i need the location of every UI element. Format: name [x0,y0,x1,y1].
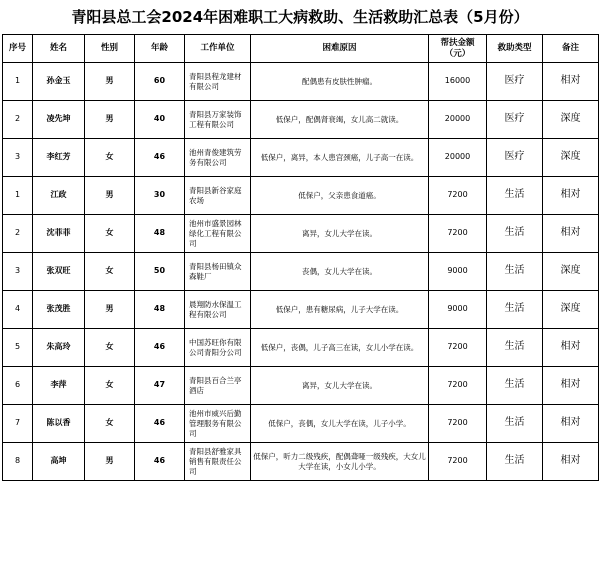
cell-age: 46 [135,329,185,367]
cell-note: 相对 [543,215,599,253]
table-row [3,291,599,329]
page-title: 青阳县总工会2024年困难职工大病救助、生活救助汇总表（5月份） [71,8,529,26]
cell-no: 7 [3,405,33,443]
cell-reason: 低保户，丧偶，女儿大学在读，儿子小学。 [251,405,429,443]
cell-unit: 青阳县百合兰亭酒店 [185,367,251,405]
table-row [3,253,599,291]
cell-unit: 青阳县程龙建材有限公司 [185,63,251,101]
cell-no: 6 [3,367,33,405]
cell-name: 李萍 [33,367,85,405]
cell-amount: 7200 [429,215,487,253]
cell-no: 2 [3,215,33,253]
table-row [3,443,599,481]
cell-unit: 青阳县新谷家庭农场 [185,177,251,215]
cell-type: 医疗 [487,139,543,177]
table-header-row [3,35,599,63]
cell-name: 江政 [33,177,85,215]
header-unit: 工作单位 [185,35,251,63]
header-name: 姓名 [33,35,85,63]
cell-unit: 池州市威兴后勤管理服务有限公司 [185,405,251,443]
header-age: 年龄 [135,35,185,63]
cell-type: 生活 [487,253,543,291]
cell-reason: 低保户，配偶肾衰竭，女儿高二就读。 [251,101,429,139]
cell-gender: 女 [85,367,135,405]
header-type: 救助类型 [487,35,543,63]
cell-type: 生活 [487,405,543,443]
table-row [3,101,599,139]
table-row [3,139,599,177]
cell-type: 生活 [487,291,543,329]
cell-type: 生活 [487,215,543,253]
cell-unit: 青阳县万家装饰工程有限公司 [185,101,251,139]
cell-unit: 晨翔防水保温工程有限公司 [185,291,251,329]
cell-note: 深度 [543,253,599,291]
table-row [3,367,599,405]
header-amount: 帮扶金额（元） [429,35,487,63]
cell-reason: 低保户，患有糖尿病，儿子大学在读。 [251,291,429,329]
cell-reason: 丧偶，女儿大学在读。 [251,253,429,291]
cell-note: 深度 [543,291,599,329]
cell-gender: 男 [85,101,135,139]
header-reason: 困难原因 [251,35,429,63]
cell-type: 生活 [487,177,543,215]
cell-name: 高坤 [33,443,85,481]
cell-gender: 男 [85,291,135,329]
cell-amount: 7200 [429,443,487,481]
header-gender: 性别 [85,35,135,63]
cell-amount: 20000 [429,101,487,139]
table-row [3,63,599,101]
cell-no: 3 [3,253,33,291]
cell-type: 生活 [487,443,543,481]
cell-no: 8 [3,443,33,481]
cell-reason: 低保户，丧偶，儿子高三在读，女儿小学在读。 [251,329,429,367]
cell-reason: 低保户，听力二级残疾，配偶聋哑一级残疾，大女儿大学在读，小女儿小学。 [251,443,429,481]
cell-no: 4 [3,291,33,329]
cell-age: 60 [135,63,185,101]
cell-note: 深度 [543,101,599,139]
cell-gender: 男 [85,443,135,481]
cell-unit: 青阳县舒雅家具销售有限责任公司 [185,443,251,481]
cell-name: 李红芳 [33,139,85,177]
cell-no: 1 [3,177,33,215]
cell-age: 40 [135,101,185,139]
relief-summary-table [2,34,599,481]
table-row [3,215,599,253]
cell-gender: 女 [85,215,135,253]
cell-amount: 7200 [429,177,487,215]
cell-type: 医疗 [487,101,543,139]
cell-name: 陈以香 [33,405,85,443]
cell-unit: 中国苏旺你有限公司青阳分公司 [185,329,251,367]
cell-amount: 7200 [429,367,487,405]
cell-gender: 男 [85,63,135,101]
cell-type: 医疗 [487,63,543,101]
cell-no: 3 [3,139,33,177]
cell-age: 48 [135,215,185,253]
cell-name: 凌先坤 [33,101,85,139]
cell-age: 48 [135,291,185,329]
cell-reason: 离异，女儿大学在读。 [251,215,429,253]
cell-age: 46 [135,405,185,443]
cell-note: 相对 [543,329,599,367]
cell-name: 沈菲菲 [33,215,85,253]
cell-note: 相对 [543,443,599,481]
cell-no: 1 [3,63,33,101]
cell-reason: 离异，女儿大学在读。 [251,367,429,405]
cell-gender: 男 [85,177,135,215]
table-row [3,329,599,367]
cell-amount: 9000 [429,291,487,329]
cell-unit: 池州青俊建筑劳务有限公司 [185,139,251,177]
table-row [3,405,599,443]
cell-name: 孙金玉 [33,63,85,101]
cell-note: 相对 [543,177,599,215]
cell-reason: 低保户，离异，本人患宫颈癌，儿子高一在读。 [251,139,429,177]
cell-amount: 7200 [429,329,487,367]
cell-gender: 女 [85,253,135,291]
cell-amount: 9000 [429,253,487,291]
cell-gender: 女 [85,329,135,367]
cell-amount: 16000 [429,63,487,101]
cell-name: 朱高玲 [33,329,85,367]
cell-note: 相对 [543,63,599,101]
cell-unit: 青阳县杨田镇众森鞋厂 [185,253,251,291]
cell-age: 47 [135,367,185,405]
cell-name: 张双旺 [33,253,85,291]
cell-note: 深度 [543,139,599,177]
header-note: 备注 [543,35,599,63]
cell-gender: 女 [85,139,135,177]
cell-no: 2 [3,101,33,139]
cell-gender: 女 [85,405,135,443]
cell-age: 46 [135,443,185,481]
cell-age: 50 [135,253,185,291]
cell-reason: 配偶患有皮肤性肿瘤。 [251,63,429,101]
cell-note: 相对 [543,367,599,405]
cell-name: 张茂胜 [33,291,85,329]
cell-age: 46 [135,139,185,177]
cell-amount: 7200 [429,405,487,443]
cell-unit: 池州市盛景园林绿化工程有限公司 [185,215,251,253]
table-row [3,177,599,215]
cell-age: 30 [135,177,185,215]
cell-no: 5 [3,329,33,367]
header-no: 序号 [3,35,33,63]
cell-amount: 20000 [429,139,487,177]
cell-note: 相对 [543,405,599,443]
cell-type: 生活 [487,367,543,405]
cell-reason: 低保户，父亲患食道癌。 [251,177,429,215]
cell-type: 生活 [487,329,543,367]
